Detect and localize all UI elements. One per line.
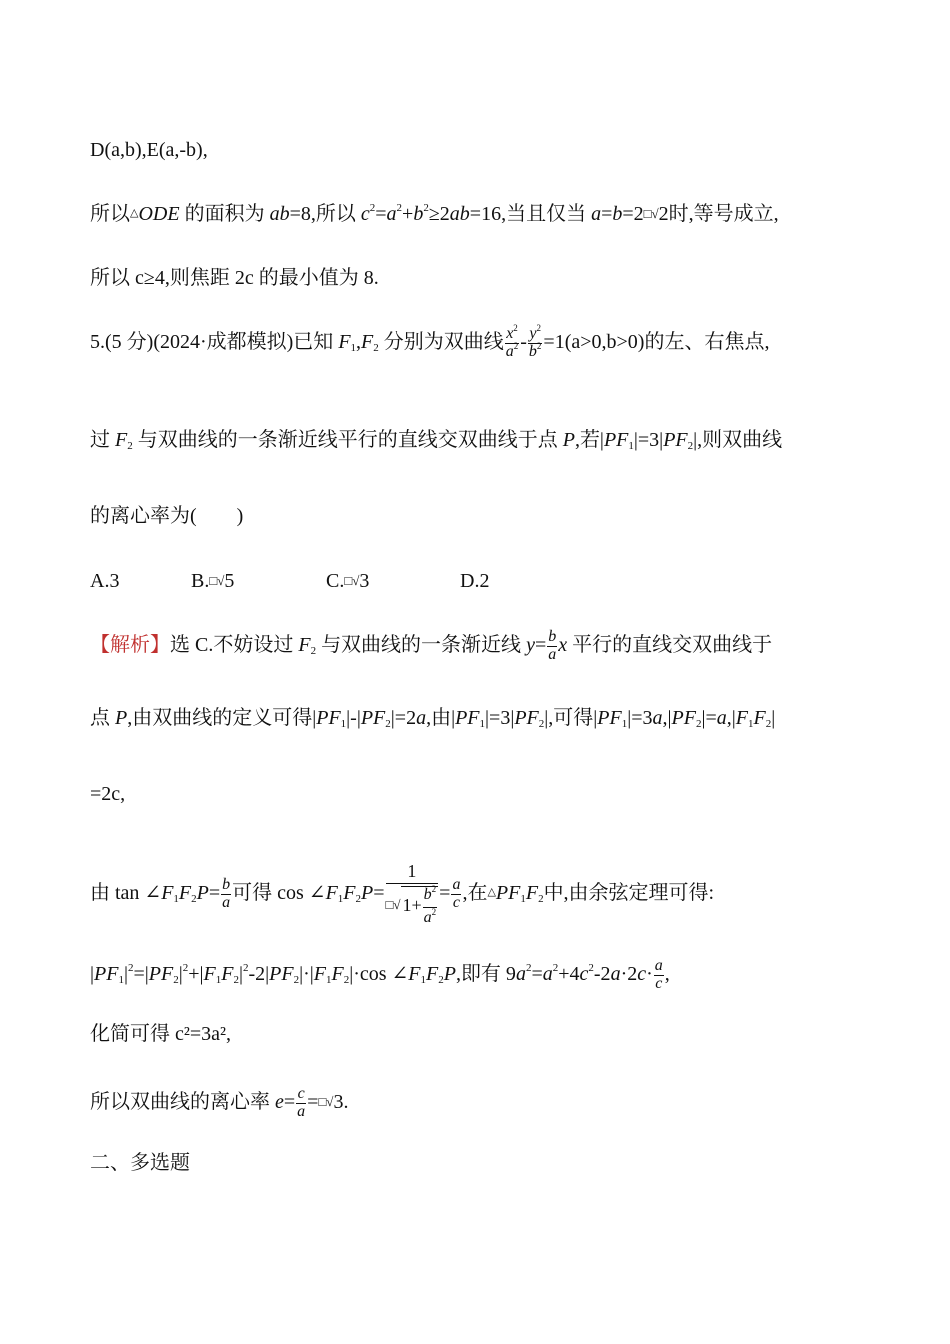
text-segment: |=3| [633, 429, 664, 451]
text-line-conclusion [90, 268, 379, 288]
text-segment: 与双曲线的一条渐近线平行的直线交双曲线于点 [132, 429, 563, 451]
text-segment: ,由双曲线的定义可得 [127, 707, 313, 729]
section-title: 二、多选题 [90, 1152, 190, 1174]
text-segment: ,在 [462, 881, 488, 904]
text-segment: 分别为双曲线 [378, 330, 504, 353]
radical-icon: □√ [209, 573, 225, 588]
section-heading [90, 1153, 190, 1173]
solution-line-5: $|PF_1|^2=|PF_2|^2+|F_1F_2|^2-2|PF_2|\cdot|F_1F_2|\cdot\cos$ $\angle F_1F_2P$,即有 $9a^2=a^2+4c^2-2a\cdot 2c\cdot$ $\frac{a}{c}$ , [90, 957, 670, 992]
text-segment: 可得 cos ∠ [232, 881, 326, 904]
fraction-b-a: $\frac{b}{a}$ [548, 628, 557, 663]
text-segment: ,即有 9 [455, 962, 516, 985]
text-segment: 的面积为 [179, 203, 270, 225]
solution-line-7: 所以双曲线的离心率 e= $\frac{c}{a}$ =□√3. [90, 1085, 349, 1120]
fraction-b-a: $\frac{b}{a}$ [222, 876, 231, 911]
fraction-cosine: 1 □√ 1+ $\frac{b^2}{a^2}$ [385, 861, 437, 926]
triangle-name: ODE [138, 203, 180, 225]
solution-line-6 [90, 1024, 231, 1044]
solution-tag: 【解析】 [90, 633, 170, 656]
fraction-x2-a2: $\frac{x^2}{a^2}$ [505, 323, 519, 360]
conclusion-text: 所以 c≥4,则焦距 2c 的最小值为 8. [90, 267, 379, 289]
text-segment: 点 [90, 707, 115, 729]
text-segment: ,若| [574, 429, 604, 451]
text-segment: 与双曲线的一条渐近线 [316, 633, 527, 656]
text-line-area: 所以△ODE 的面积为 ab=8,所以 $c^2=a^2+b^2\ge 2ab=16$,当且仅当 a=b=2□√2时,等号成立, [90, 202, 779, 225]
question-5-line-3 [90, 506, 243, 526]
text-segment: 的离心率为( ) [90, 505, 244, 527]
fraction-c-a: $\frac{c}{a}$ [297, 1085, 306, 1120]
text-segment: ,由 [426, 707, 452, 729]
question-5-line-1: 5.(5 分)(2024·成都模拟)已知 $F_1,F_2$ 分别为双曲线 $\frac{x^2}{a^2}$ - $\frac{y^2}{b^2}$ =1(a>0,b>0)的左、右焦点, [90, 323, 770, 360]
text-line-coordinates [90, 140, 208, 160]
solution-line-3 [90, 784, 125, 804]
text-segment: 由 tan ∠ [90, 881, 162, 904]
radical-icon: □√ [385, 896, 401, 912]
text-segment: =2c, [90, 783, 126, 805]
text-segment: ,可得 [548, 707, 594, 729]
text-segment: 平行的直线交双曲线于 [567, 633, 773, 656]
solution-line-2: 点 P,由双曲线的定义可得$|PF_1|-|PF_2|=2a$,由$|PF_1|=3|PF_2|$,可得$|PF_1|=3a,|PF_2|=a,|F_1F_2|$ [90, 707, 776, 730]
text-segment: =1(a>0,b>0)的左、右焦点, [543, 330, 770, 353]
radical-icon: □√ [344, 573, 360, 588]
coordinates-text: D(a,b),E(a,-b), [90, 139, 208, 161]
radical-icon: □√ [318, 1093, 334, 1109]
solution-line-4: 由 $\tan \angle F_1F_2P=$ $\frac{b}{a}$ 可得 $\cos \angle F_1F_2P=$ 1 □√ 1+ $\frac{b^2}{a^2}$ = $\frac{a}{c}$ ,在$^\triangle PF_1F_2$中,由余弦定理可得: [90, 861, 715, 926]
option-c: C.□√3 [326, 570, 370, 592]
radical-icon: □√ [643, 206, 659, 221]
option-d: D.2 [460, 570, 490, 592]
text-segment: =8,所以 [289, 203, 361, 225]
fraction-y2-b2: $\frac{y^2}{b^2}$ [528, 323, 542, 360]
text-segment: ≥2 [428, 203, 450, 225]
solution-line-1: 【解析】选 C.不妨设过 $F_2$ 与双曲线的一条渐近线 y= $\frac{b}{a}$ x 平行的直线交双曲线于 [90, 628, 773, 663]
option-b: B.□√5 [191, 570, 235, 592]
text-segment: 化简可得 c²=3a², [90, 1023, 232, 1045]
fraction-a-c: $\frac{a}{c}$ [654, 957, 663, 992]
text-segment: 所以 [90, 203, 130, 225]
text-segment: 过 [90, 429, 115, 451]
text-segment: =16,当且仅当 [469, 203, 592, 225]
text-segment: 所以双曲线的离心率 [90, 1090, 275, 1113]
triangle-icon: △ [130, 207, 139, 219]
text-segment: 中,由余弦定理可得: [543, 881, 715, 904]
text-segment: |,则双曲线 [693, 429, 783, 451]
fraction-a-c: $\frac{a}{c}$ [452, 876, 461, 911]
text-segment: 选 C.不妨设过 [170, 633, 299, 656]
question-number: 5.(5 分)(2024·成都模拟)已知 [90, 330, 339, 353]
text-segment: = [307, 1090, 319, 1113]
triangle-icon: △ [487, 885, 496, 898]
text-segment: 时,等号成立, [668, 203, 779, 225]
question-5-line-2: 过 $F_2$ 与双曲线的一条渐近线平行的直线交双曲线于点 P,若$|PF_1|=3|PF_2|$,则双曲线 [90, 429, 783, 452]
option-a: A.3 [90, 570, 120, 592]
